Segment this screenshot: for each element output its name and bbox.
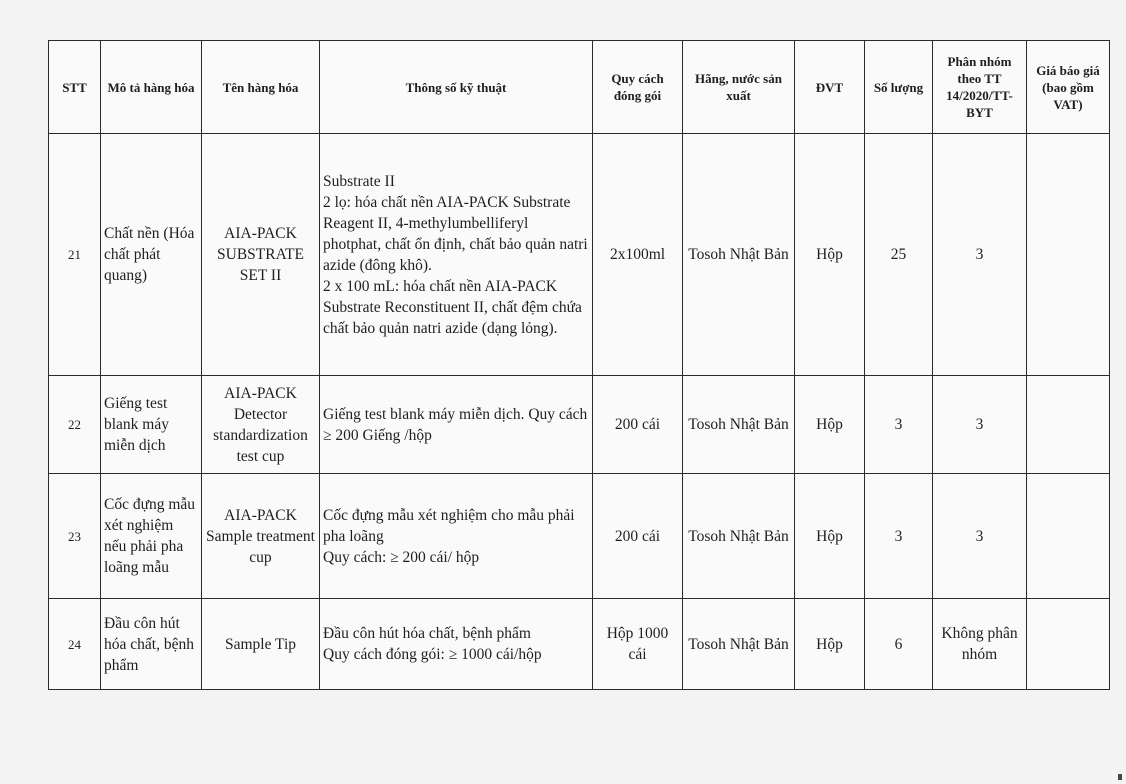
cell-group: 3	[933, 474, 1027, 599]
cell-unit: Hộp	[795, 134, 865, 376]
header-group: Phân nhóm theo TT 14/2020/TT-BYT	[933, 41, 1027, 134]
cell-quantity: 6	[865, 599, 933, 690]
cell-stt: 23	[49, 474, 101, 599]
table-row	[49, 376, 1110, 474]
table-header	[49, 41, 1110, 134]
cell-manufacturer: Tosoh Nhật Bản	[683, 474, 795, 599]
cell-stt: 24	[49, 599, 101, 690]
header-description: Mô tả hàng hóa	[101, 41, 202, 134]
header-packaging: Quy cách đóng gói	[593, 41, 683, 134]
header-stt: STT	[49, 41, 101, 134]
cell-manufacturer: Tosoh Nhật Bản	[683, 134, 795, 376]
header-manufacturer: Hãng, nước sản xuất	[683, 41, 795, 134]
cell-description: Đầu côn hút hóa chất, bệnh phẩm	[101, 599, 202, 690]
table-row	[49, 474, 1110, 599]
header-specs: Thông số kỹ thuật	[320, 41, 593, 134]
table-row	[49, 599, 1110, 690]
cell-specs: Cốc đựng mẫu xét nghiệm cho mẫu phải pha loãng Quy cách: ≥ 200 cái/ hộp	[320, 474, 593, 599]
header-row	[49, 41, 1110, 134]
cell-price	[1027, 134, 1110, 376]
cell-manufacturer: Tosoh Nhật Bản	[683, 376, 795, 474]
cell-specs: Đầu côn hút hóa chất, bệnh phẩm Quy cách đóng gói: ≥ 1000 cái/hộp	[320, 599, 593, 690]
cell-price	[1027, 474, 1110, 599]
cell-group: 3	[933, 376, 1027, 474]
cell-group: 3	[933, 134, 1027, 376]
cell-price	[1027, 376, 1110, 474]
cell-packaging: 200 cái	[593, 376, 683, 474]
scan-mark	[1118, 774, 1122, 780]
cell-quantity: 25	[865, 134, 933, 376]
table-row	[49, 134, 1110, 376]
cell-specs: Giếng test blank máy miễn dịch. Quy cách ≥ 200 Giếng /hộp	[320, 376, 593, 474]
cell-description: Cốc đựng mẫu xét nghiệm nếu phải pha loãng mẫu	[101, 474, 202, 599]
cell-unit: Hộp	[795, 376, 865, 474]
cell-packaging: Hộp 1000 cái	[593, 599, 683, 690]
cell-name: AIA-PACK SUBSTRATE SET II	[202, 134, 320, 376]
goods-table	[48, 40, 1110, 690]
cell-manufacturer: Tosoh Nhật Bản	[683, 599, 795, 690]
header-quantity: Số lượng	[865, 41, 933, 134]
cell-specs: Substrate II 2 lọ: hóa chất nền AIA-PACK Substrate Reagent II, 4-methylumbelliferyl photphat, chất ổn định, chất bảo quản natri azide (đông khô). 2 x 100 mL: hóa chất nền AIA-PACK Substrate Reconstituent II, chất đệm chứa chất bảo quản natri azide (dạng lỏng).	[320, 134, 593, 376]
cell-name: Sample Tip	[202, 599, 320, 690]
cell-group: Không phân nhóm	[933, 599, 1027, 690]
cell-stt: 21	[49, 134, 101, 376]
header-unit: ĐVT	[795, 41, 865, 134]
cell-unit: Hộp	[795, 474, 865, 599]
header-name: Tên hàng hóa	[202, 41, 320, 134]
cell-quantity: 3	[865, 474, 933, 599]
cell-quantity: 3	[865, 376, 933, 474]
cell-description: Giếng test blank máy miễn dịch	[101, 376, 202, 474]
cell-packaging: 200 cái	[593, 474, 683, 599]
cell-name: AIA-PACK Sample treatment cup	[202, 474, 320, 599]
cell-name: AIA-PACK Detector standardization test cup	[202, 376, 320, 474]
cell-stt: 22	[49, 376, 101, 474]
table-body	[49, 134, 1110, 690]
cell-description: Chất nền (Hóa chất phát quang)	[101, 134, 202, 376]
cell-packaging: 2x100ml	[593, 134, 683, 376]
cell-unit: Hộp	[795, 599, 865, 690]
cell-price	[1027, 599, 1110, 690]
header-price: Giá báo giá (bao gồm VAT)	[1027, 41, 1110, 134]
